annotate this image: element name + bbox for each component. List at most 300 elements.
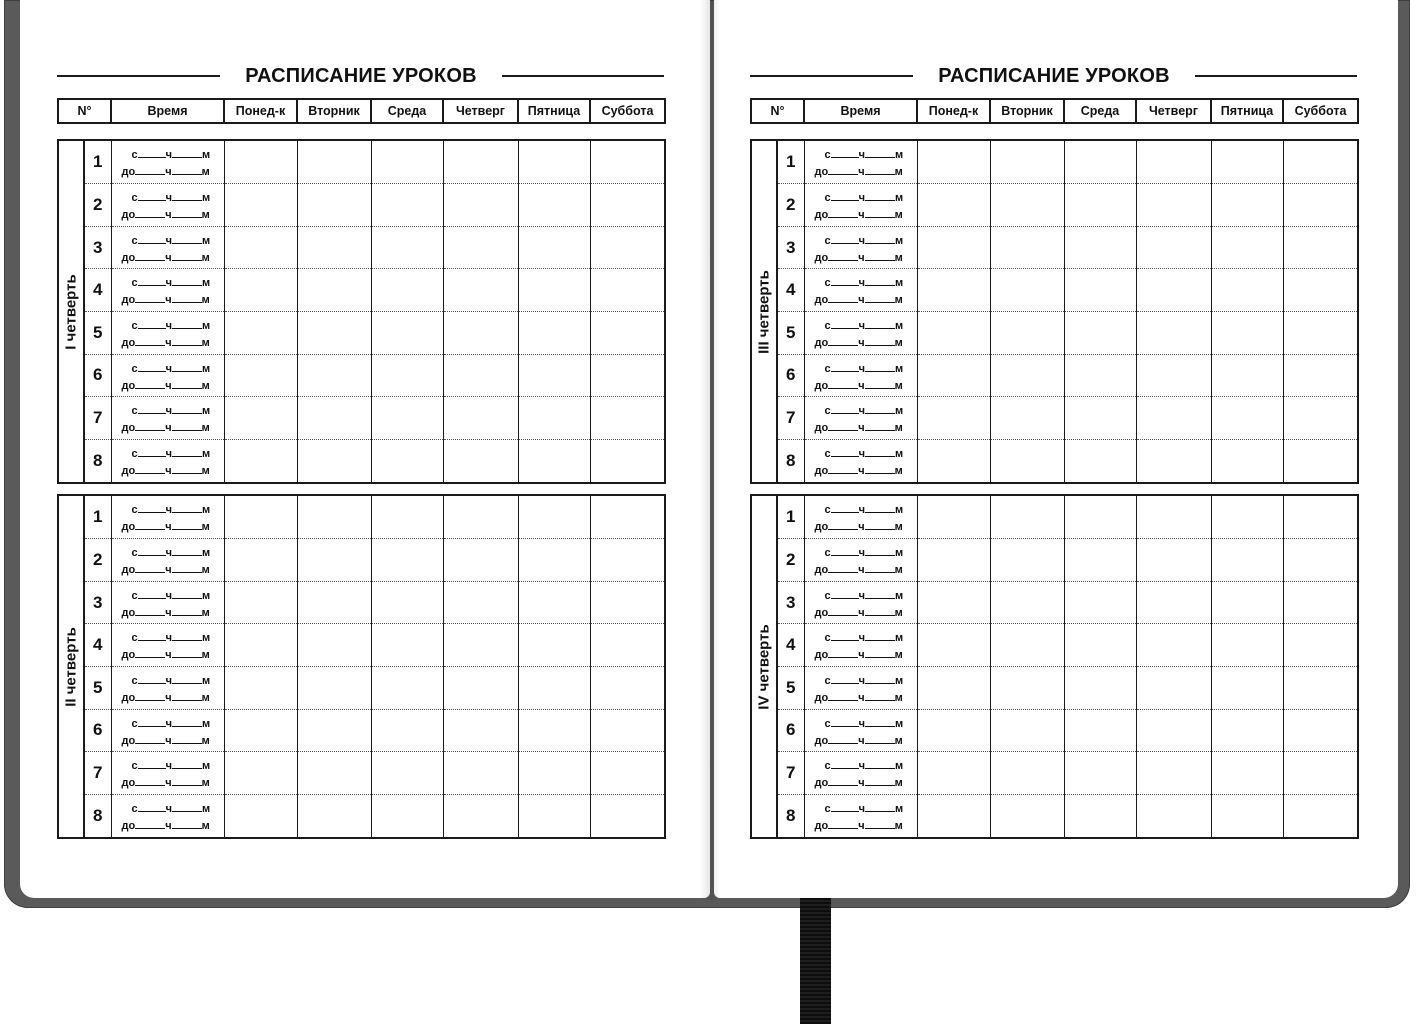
subject-cell[interactable] — [371, 140, 443, 184]
subject-cell[interactable] — [917, 269, 990, 312]
subject-cell[interactable] — [371, 269, 443, 312]
hour-blank[interactable] — [828, 208, 858, 218]
subject-cell[interactable] — [590, 269, 665, 312]
subject-cell[interactable] — [917, 495, 990, 539]
hour-blank[interactable] — [135, 606, 165, 616]
subject-cell[interactable] — [1064, 184, 1136, 227]
minute-blank[interactable] — [865, 319, 895, 329]
hour-blank[interactable] — [138, 276, 166, 286]
minute-blank[interactable] — [865, 717, 895, 727]
subject-cell[interactable] — [443, 752, 518, 795]
subject-cell[interactable] — [917, 539, 990, 582]
hour-blank[interactable] — [828, 421, 858, 431]
minute-blank[interactable] — [865, 404, 895, 414]
subject-cell[interactable] — [1136, 439, 1211, 483]
lesson-time-field[interactable] — [111, 624, 224, 667]
minute-blank[interactable] — [865, 336, 895, 346]
minute-blank[interactable] — [865, 464, 895, 474]
subject-cell[interactable] — [371, 752, 443, 795]
minute-blank[interactable] — [172, 293, 202, 303]
minute-blank[interactable] — [172, 319, 202, 329]
subject-cell[interactable] — [224, 581, 297, 624]
subject-cell[interactable] — [443, 269, 518, 312]
subject-cell[interactable] — [1136, 311, 1211, 354]
minute-blank[interactable] — [865, 234, 895, 244]
subject-cell[interactable] — [371, 226, 443, 269]
minute-blank[interactable] — [172, 379, 202, 389]
subject-cell[interactable] — [917, 226, 990, 269]
hour-blank[interactable] — [831, 503, 859, 513]
subject-cell[interactable] — [917, 581, 990, 624]
subject-cell[interactable] — [990, 495, 1064, 539]
subject-cell[interactable] — [1064, 794, 1136, 838]
hour-blank[interactable] — [138, 447, 166, 457]
subject-cell[interactable] — [1283, 709, 1358, 752]
subject-cell[interactable] — [1211, 624, 1283, 667]
hour-blank[interactable] — [828, 379, 858, 389]
subject-cell[interactable] — [518, 269, 590, 312]
subject-cell[interactable] — [1211, 397, 1283, 440]
subject-cell[interactable] — [1283, 140, 1358, 184]
subject-cell[interactable] — [518, 539, 590, 582]
subject-cell[interactable] — [990, 226, 1064, 269]
subject-cell[interactable] — [297, 666, 371, 709]
hour-blank[interactable] — [828, 734, 858, 744]
subject-cell[interactable] — [297, 624, 371, 667]
lesson-time-field[interactable] — [111, 354, 224, 397]
minute-blank[interactable] — [172, 563, 202, 573]
subject-cell[interactable] — [518, 752, 590, 795]
subject-cell[interactable] — [371, 709, 443, 752]
hour-blank[interactable] — [831, 362, 859, 372]
subject-cell[interactable] — [443, 354, 518, 397]
subject-cell[interactable] — [990, 311, 1064, 354]
subject-cell[interactable] — [371, 397, 443, 440]
subject-cell[interactable] — [371, 439, 443, 483]
subject-cell[interactable] — [1136, 397, 1211, 440]
hour-blank[interactable] — [135, 563, 165, 573]
lesson-time-field[interactable] — [804, 709, 917, 752]
subject-cell[interactable] — [1064, 269, 1136, 312]
hour-blank[interactable] — [831, 717, 859, 727]
minute-blank[interactable] — [172, 148, 202, 158]
subject-cell[interactable] — [224, 752, 297, 795]
subject-cell[interactable] — [590, 140, 665, 184]
lesson-time-field[interactable] — [111, 226, 224, 269]
hour-blank[interactable] — [138, 546, 166, 556]
minute-blank[interactable] — [865, 503, 895, 513]
subject-cell[interactable] — [1211, 269, 1283, 312]
subject-cell[interactable] — [224, 495, 297, 539]
lesson-time-field[interactable] — [804, 269, 917, 312]
hour-blank[interactable] — [135, 691, 165, 701]
minute-blank[interactable] — [865, 776, 895, 786]
minute-blank[interactable] — [865, 819, 895, 829]
subject-cell[interactable] — [1283, 624, 1358, 667]
hour-blank[interactable] — [831, 148, 859, 158]
minute-blank[interactable] — [172, 464, 202, 474]
minute-blank[interactable] — [172, 717, 202, 727]
subject-cell[interactable] — [590, 354, 665, 397]
subject-cell[interactable] — [297, 269, 371, 312]
minute-blank[interactable] — [865, 631, 895, 641]
lesson-time-field[interactable] — [111, 794, 224, 838]
subject-cell[interactable] — [1283, 269, 1358, 312]
subject-cell[interactable] — [590, 439, 665, 483]
subject-cell[interactable] — [297, 226, 371, 269]
subject-cell[interactable] — [224, 397, 297, 440]
subject-cell[interactable] — [917, 752, 990, 795]
hour-blank[interactable] — [831, 759, 859, 769]
minute-blank[interactable] — [172, 776, 202, 786]
lesson-time-field[interactable] — [111, 397, 224, 440]
subject-cell[interactable] — [1211, 666, 1283, 709]
subject-cell[interactable] — [1283, 311, 1358, 354]
subject-cell[interactable] — [443, 226, 518, 269]
hour-blank[interactable] — [138, 191, 166, 201]
subject-cell[interactable] — [590, 495, 665, 539]
hour-blank[interactable] — [831, 234, 859, 244]
minute-blank[interactable] — [172, 336, 202, 346]
subject-cell[interactable] — [371, 581, 443, 624]
minute-blank[interactable] — [172, 819, 202, 829]
subject-cell[interactable] — [224, 709, 297, 752]
hour-blank[interactable] — [828, 648, 858, 658]
subject-cell[interactable] — [990, 269, 1064, 312]
hour-blank[interactable] — [831, 589, 859, 599]
subject-cell[interactable] — [443, 439, 518, 483]
minute-blank[interactable] — [172, 208, 202, 218]
subject-cell[interactable] — [917, 140, 990, 184]
subject-cell[interactable] — [297, 794, 371, 838]
minute-blank[interactable] — [172, 759, 202, 769]
minute-blank[interactable] — [865, 421, 895, 431]
subject-cell[interactable] — [1064, 140, 1136, 184]
lesson-time-field[interactable] — [111, 495, 224, 539]
subject-cell[interactable] — [1136, 709, 1211, 752]
subject-cell[interactable] — [518, 397, 590, 440]
subject-cell[interactable] — [590, 624, 665, 667]
subject-cell[interactable] — [443, 140, 518, 184]
subject-cell[interactable] — [590, 666, 665, 709]
subject-cell[interactable] — [1211, 794, 1283, 838]
subject-cell[interactable] — [990, 397, 1064, 440]
subject-cell[interactable] — [297, 581, 371, 624]
subject-cell[interactable] — [1211, 709, 1283, 752]
hour-blank[interactable] — [831, 276, 859, 286]
hour-blank[interactable] — [135, 421, 165, 431]
subject-cell[interactable] — [1211, 752, 1283, 795]
subject-cell[interactable] — [990, 184, 1064, 227]
subject-cell[interactable] — [1136, 794, 1211, 838]
lesson-time-field[interactable] — [804, 397, 917, 440]
hour-blank[interactable] — [138, 234, 166, 244]
subject-cell[interactable] — [1064, 311, 1136, 354]
subject-cell[interactable] — [297, 495, 371, 539]
lesson-time-field[interactable] — [111, 184, 224, 227]
minute-blank[interactable] — [172, 589, 202, 599]
subject-cell[interactable] — [1136, 184, 1211, 227]
subject-cell[interactable] — [917, 184, 990, 227]
lesson-time-field[interactable] — [804, 624, 917, 667]
subject-cell[interactable] — [990, 709, 1064, 752]
subject-cell[interactable] — [224, 184, 297, 227]
subject-cell[interactable] — [590, 539, 665, 582]
subject-cell[interactable] — [590, 709, 665, 752]
minute-blank[interactable] — [172, 606, 202, 616]
lesson-time-field[interactable] — [804, 794, 917, 838]
subject-cell[interactable] — [1211, 184, 1283, 227]
subject-cell[interactable] — [297, 397, 371, 440]
subject-cell[interactable] — [297, 439, 371, 483]
minute-blank[interactable] — [172, 362, 202, 372]
hour-blank[interactable] — [831, 802, 859, 812]
subject-cell[interactable] — [518, 354, 590, 397]
subject-cell[interactable] — [518, 709, 590, 752]
subject-cell[interactable] — [297, 752, 371, 795]
minute-blank[interactable] — [865, 362, 895, 372]
minute-blank[interactable] — [865, 759, 895, 769]
subject-cell[interactable] — [1064, 666, 1136, 709]
minute-blank[interactable] — [865, 165, 895, 175]
subject-cell[interactable] — [590, 311, 665, 354]
subject-cell[interactable] — [297, 311, 371, 354]
subject-cell[interactable] — [1136, 269, 1211, 312]
subject-cell[interactable] — [371, 794, 443, 838]
hour-blank[interactable] — [828, 776, 858, 786]
subject-cell[interactable] — [590, 581, 665, 624]
subject-cell[interactable] — [917, 666, 990, 709]
hour-blank[interactable] — [828, 606, 858, 616]
subject-cell[interactable] — [1211, 539, 1283, 582]
minute-blank[interactable] — [865, 734, 895, 744]
hour-blank[interactable] — [138, 759, 166, 769]
lesson-time-field[interactable] — [804, 184, 917, 227]
hour-blank[interactable] — [138, 148, 166, 158]
subject-cell[interactable] — [1211, 495, 1283, 539]
minute-blank[interactable] — [172, 520, 202, 530]
subject-cell[interactable] — [297, 539, 371, 582]
subject-cell[interactable] — [590, 752, 665, 795]
hour-blank[interactable] — [135, 819, 165, 829]
subject-cell[interactable] — [1064, 397, 1136, 440]
subject-cell[interactable] — [1283, 226, 1358, 269]
hour-blank[interactable] — [831, 404, 859, 414]
subject-cell[interactable] — [1136, 539, 1211, 582]
subject-cell[interactable] — [1136, 354, 1211, 397]
subject-cell[interactable] — [590, 397, 665, 440]
subject-cell[interactable] — [917, 624, 990, 667]
subject-cell[interactable] — [590, 794, 665, 838]
hour-blank[interactable] — [831, 447, 859, 457]
subject-cell[interactable] — [1211, 354, 1283, 397]
subject-cell[interactable] — [224, 311, 297, 354]
hour-blank[interactable] — [135, 734, 165, 744]
lesson-time-field[interactable] — [804, 140, 917, 184]
lesson-time-field[interactable] — [804, 666, 917, 709]
hour-blank[interactable] — [828, 464, 858, 474]
minute-blank[interactable] — [865, 148, 895, 158]
minute-blank[interactable] — [172, 734, 202, 744]
minute-blank[interactable] — [172, 631, 202, 641]
subject-cell[interactable] — [1064, 354, 1136, 397]
subject-cell[interactable] — [1064, 226, 1136, 269]
minute-blank[interactable] — [172, 191, 202, 201]
lesson-time-field[interactable] — [804, 539, 917, 582]
minute-blank[interactable] — [172, 691, 202, 701]
hour-blank[interactable] — [135, 648, 165, 658]
subject-cell[interactable] — [1283, 439, 1358, 483]
minute-blank[interactable] — [865, 379, 895, 389]
minute-blank[interactable] — [172, 165, 202, 175]
minute-blank[interactable] — [172, 503, 202, 513]
subject-cell[interactable] — [1283, 397, 1358, 440]
minute-blank[interactable] — [865, 691, 895, 701]
subject-cell[interactable] — [1136, 666, 1211, 709]
subject-cell[interactable] — [1211, 439, 1283, 483]
minute-blank[interactable] — [865, 563, 895, 573]
subject-cell[interactable] — [990, 666, 1064, 709]
lesson-time-field[interactable] — [111, 539, 224, 582]
subject-cell[interactable] — [518, 140, 590, 184]
hour-blank[interactable] — [135, 251, 165, 261]
subject-cell[interactable] — [1136, 624, 1211, 667]
subject-cell[interactable] — [990, 752, 1064, 795]
hour-blank[interactable] — [135, 520, 165, 530]
hour-blank[interactable] — [831, 319, 859, 329]
lesson-time-field[interactable] — [111, 439, 224, 483]
hour-blank[interactable] — [828, 563, 858, 573]
subject-cell[interactable] — [990, 354, 1064, 397]
subject-cell[interactable] — [443, 666, 518, 709]
subject-cell[interactable] — [443, 709, 518, 752]
hour-blank[interactable] — [138, 503, 166, 513]
subject-cell[interactable] — [224, 539, 297, 582]
minute-blank[interactable] — [865, 589, 895, 599]
hour-blank[interactable] — [138, 404, 166, 414]
lesson-time-field[interactable] — [804, 354, 917, 397]
subject-cell[interactable] — [224, 666, 297, 709]
subject-cell[interactable] — [518, 226, 590, 269]
hour-blank[interactable] — [828, 165, 858, 175]
subject-cell[interactable] — [1211, 140, 1283, 184]
subject-cell[interactable] — [224, 140, 297, 184]
minute-blank[interactable] — [865, 606, 895, 616]
hour-blank[interactable] — [831, 674, 859, 684]
subject-cell[interactable] — [1283, 666, 1358, 709]
minute-blank[interactable] — [172, 447, 202, 457]
lesson-time-field[interactable] — [804, 226, 917, 269]
hour-blank[interactable] — [828, 251, 858, 261]
hour-blank[interactable] — [828, 520, 858, 530]
subject-cell[interactable] — [518, 439, 590, 483]
lesson-time-field[interactable] — [804, 752, 917, 795]
subject-cell[interactable] — [371, 311, 443, 354]
lesson-time-field[interactable] — [804, 581, 917, 624]
subject-cell[interactable] — [371, 184, 443, 227]
lesson-time-field[interactable] — [111, 581, 224, 624]
subject-cell[interactable] — [1136, 495, 1211, 539]
hour-blank[interactable] — [138, 319, 166, 329]
subject-cell[interactable] — [443, 539, 518, 582]
subject-cell[interactable] — [371, 624, 443, 667]
hour-blank[interactable] — [831, 546, 859, 556]
minute-blank[interactable] — [865, 520, 895, 530]
hour-blank[interactable] — [135, 208, 165, 218]
subject-cell[interactable] — [1064, 752, 1136, 795]
subject-cell[interactable] — [371, 539, 443, 582]
subject-cell[interactable] — [1283, 495, 1358, 539]
subject-cell[interactable] — [1283, 581, 1358, 624]
subject-cell[interactable] — [590, 226, 665, 269]
subject-cell[interactable] — [1136, 226, 1211, 269]
subject-cell[interactable] — [224, 624, 297, 667]
lesson-time-field[interactable] — [111, 666, 224, 709]
subject-cell[interactable] — [443, 624, 518, 667]
subject-cell[interactable] — [371, 354, 443, 397]
subject-cell[interactable] — [1064, 709, 1136, 752]
subject-cell[interactable] — [1211, 581, 1283, 624]
lesson-time-field[interactable] — [804, 311, 917, 354]
minute-blank[interactable] — [865, 208, 895, 218]
hour-blank[interactable] — [138, 717, 166, 727]
subject-cell[interactable] — [990, 140, 1064, 184]
minute-blank[interactable] — [865, 293, 895, 303]
minute-blank[interactable] — [172, 421, 202, 431]
subject-cell[interactable] — [1283, 354, 1358, 397]
subject-cell[interactable] — [1064, 624, 1136, 667]
subject-cell[interactable] — [371, 666, 443, 709]
hour-blank[interactable] — [135, 293, 165, 303]
minute-blank[interactable] — [865, 447, 895, 457]
minute-blank[interactable] — [172, 546, 202, 556]
lesson-time-field[interactable] — [804, 495, 917, 539]
subject-cell[interactable] — [917, 354, 990, 397]
subject-cell[interactable] — [917, 311, 990, 354]
subject-cell[interactable] — [917, 397, 990, 440]
lesson-time-field[interactable] — [804, 439, 917, 483]
subject-cell[interactable] — [518, 311, 590, 354]
minute-blank[interactable] — [172, 404, 202, 414]
subject-cell[interactable] — [1064, 581, 1136, 624]
subject-cell[interactable] — [1064, 439, 1136, 483]
subject-cell[interactable] — [990, 624, 1064, 667]
hour-blank[interactable] — [828, 819, 858, 829]
subject-cell[interactable] — [443, 581, 518, 624]
subject-cell[interactable] — [224, 226, 297, 269]
minute-blank[interactable] — [865, 251, 895, 261]
lesson-time-field[interactable] — [111, 140, 224, 184]
subject-cell[interactable] — [1064, 495, 1136, 539]
subject-cell[interactable] — [1064, 539, 1136, 582]
hour-blank[interactable] — [135, 464, 165, 474]
subject-cell[interactable] — [518, 794, 590, 838]
subject-cell[interactable] — [1211, 311, 1283, 354]
subject-cell[interactable] — [917, 709, 990, 752]
subject-cell[interactable] — [518, 184, 590, 227]
minute-blank[interactable] — [865, 674, 895, 684]
hour-blank[interactable] — [138, 802, 166, 812]
minute-blank[interactable] — [172, 674, 202, 684]
minute-blank[interactable] — [172, 648, 202, 658]
subject-cell[interactable] — [443, 495, 518, 539]
hour-blank[interactable] — [135, 336, 165, 346]
hour-blank[interactable] — [831, 191, 859, 201]
hour-blank[interactable] — [828, 336, 858, 346]
hour-blank[interactable] — [138, 631, 166, 641]
subject-cell[interactable] — [1283, 794, 1358, 838]
minute-blank[interactable] — [172, 276, 202, 286]
